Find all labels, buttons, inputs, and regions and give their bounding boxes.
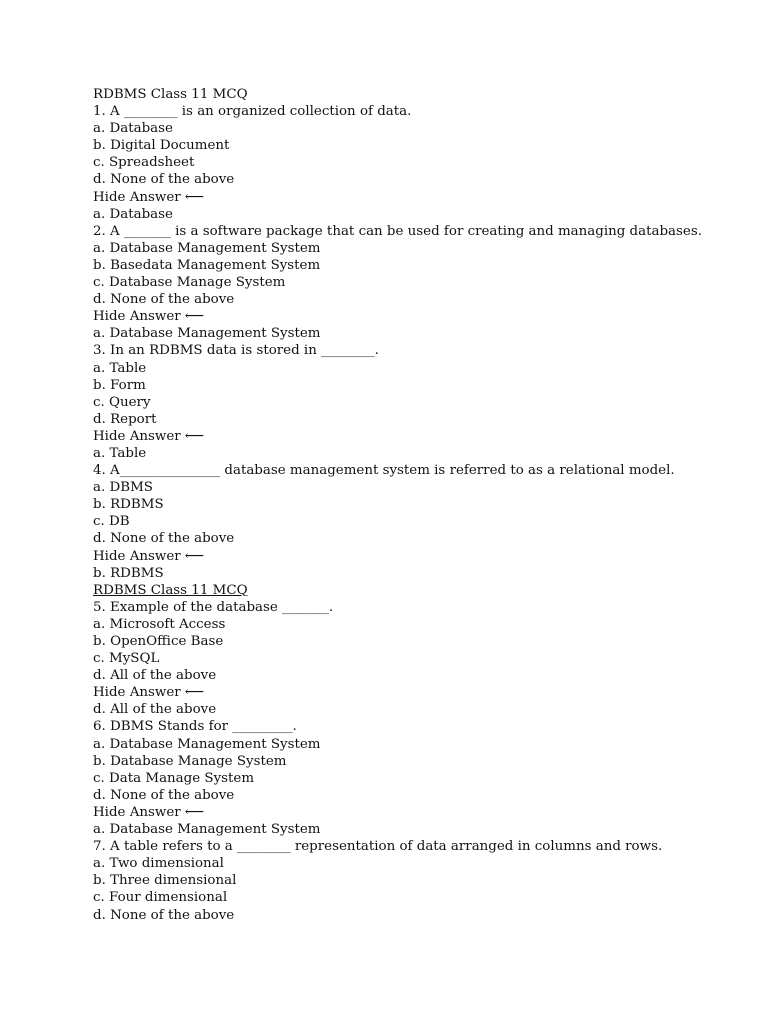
- revealed-answer: a. Database: [93, 206, 173, 222]
- revealed-answer: a. Database Management System: [93, 822, 321, 838]
- answer-option: d. None of the above: [93, 172, 235, 188]
- revealed-answer: a. Database Management System: [93, 326, 321, 342]
- question-text: 2. A _______ is a software package that can be used for creating and managing databases.: [93, 223, 702, 239]
- answer-option: d. Report: [93, 411, 157, 427]
- question-text: 6. DBMS Stands for _________.: [93, 719, 297, 735]
- hide-answer-toggle[interactable]: Hide Answer ⟵: [93, 309, 205, 325]
- hide-answer-toggle[interactable]: Hide Answer ⟵: [93, 189, 205, 205]
- answer-option: a. DBMS: [93, 480, 153, 496]
- answer-option: d. None of the above: [93, 292, 235, 308]
- answer-option: b. Basedata Management System: [93, 257, 321, 273]
- answer-option: c. Data Manage System: [93, 770, 255, 786]
- answer-option: d. All of the above: [93, 668, 217, 684]
- hide-answer-toggle[interactable]: Hide Answer ⟵: [93, 428, 205, 444]
- answer-option: d. None of the above: [93, 907, 235, 923]
- question-text: 4. A_______________ database management system is referred to as a relational model.: [93, 463, 675, 479]
- question-text: 3. In an RDBMS data is stored in ________.: [93, 343, 379, 359]
- revealed-answer: b. RDBMS: [93, 565, 164, 581]
- answer-option: a. Two dimensional: [93, 856, 224, 872]
- answer-option: d. None of the above: [93, 531, 235, 547]
- answer-option: c. Spreadsheet: [93, 155, 195, 171]
- question-text: 1. A ________ is an organized collection of data.: [93, 104, 412, 120]
- document-title: RDBMS Class 11 MCQ: [93, 87, 248, 102]
- answer-option: c. Database Manage System: [93, 275, 286, 291]
- answer-option: c. Query: [93, 394, 151, 410]
- answer-option: c. DB: [93, 514, 130, 530]
- revealed-answer: a. Table: [93, 445, 147, 461]
- answer-option: b. Database Manage System: [93, 753, 287, 769]
- hide-answer-toggle[interactable]: Hide Answer ⟵: [93, 804, 205, 820]
- answer-option: a. Database Management System: [93, 240, 321, 256]
- answer-option: c. Four dimensional: [93, 890, 228, 906]
- question-text: 7. A table refers to a ________ representation of data arranged in columns and rows.: [93, 839, 663, 855]
- answer-option: a. Database: [93, 121, 173, 137]
- revealed-answer: d. All of the above: [93, 702, 217, 718]
- hide-answer-toggle[interactable]: Hide Answer ⟵: [93, 548, 205, 564]
- document-page: [93, 86, 733, 924]
- answer-option: a. Table: [93, 360, 147, 376]
- answer-option: b. OpenOffice Base: [93, 634, 224, 649]
- answer-option: a. Database Management System: [93, 736, 321, 752]
- answer-option: d. None of the above: [93, 787, 235, 803]
- answer-option: a. Microsoft Access: [93, 616, 226, 632]
- answer-option: c. MySQL: [93, 651, 160, 667]
- answer-option: b. Digital Document: [93, 138, 230, 154]
- answer-option: b. Form: [93, 377, 146, 393]
- question-text: 5. Example of the database _______.: [93, 599, 334, 615]
- answer-option: b. RDBMS: [93, 497, 164, 513]
- answer-option: b. Three dimensional: [93, 873, 237, 889]
- title-link[interactable]: RDBMS Class 11 MCQ: [93, 582, 248, 598]
- hide-answer-toggle[interactable]: Hide Answer ⟵: [93, 685, 205, 701]
